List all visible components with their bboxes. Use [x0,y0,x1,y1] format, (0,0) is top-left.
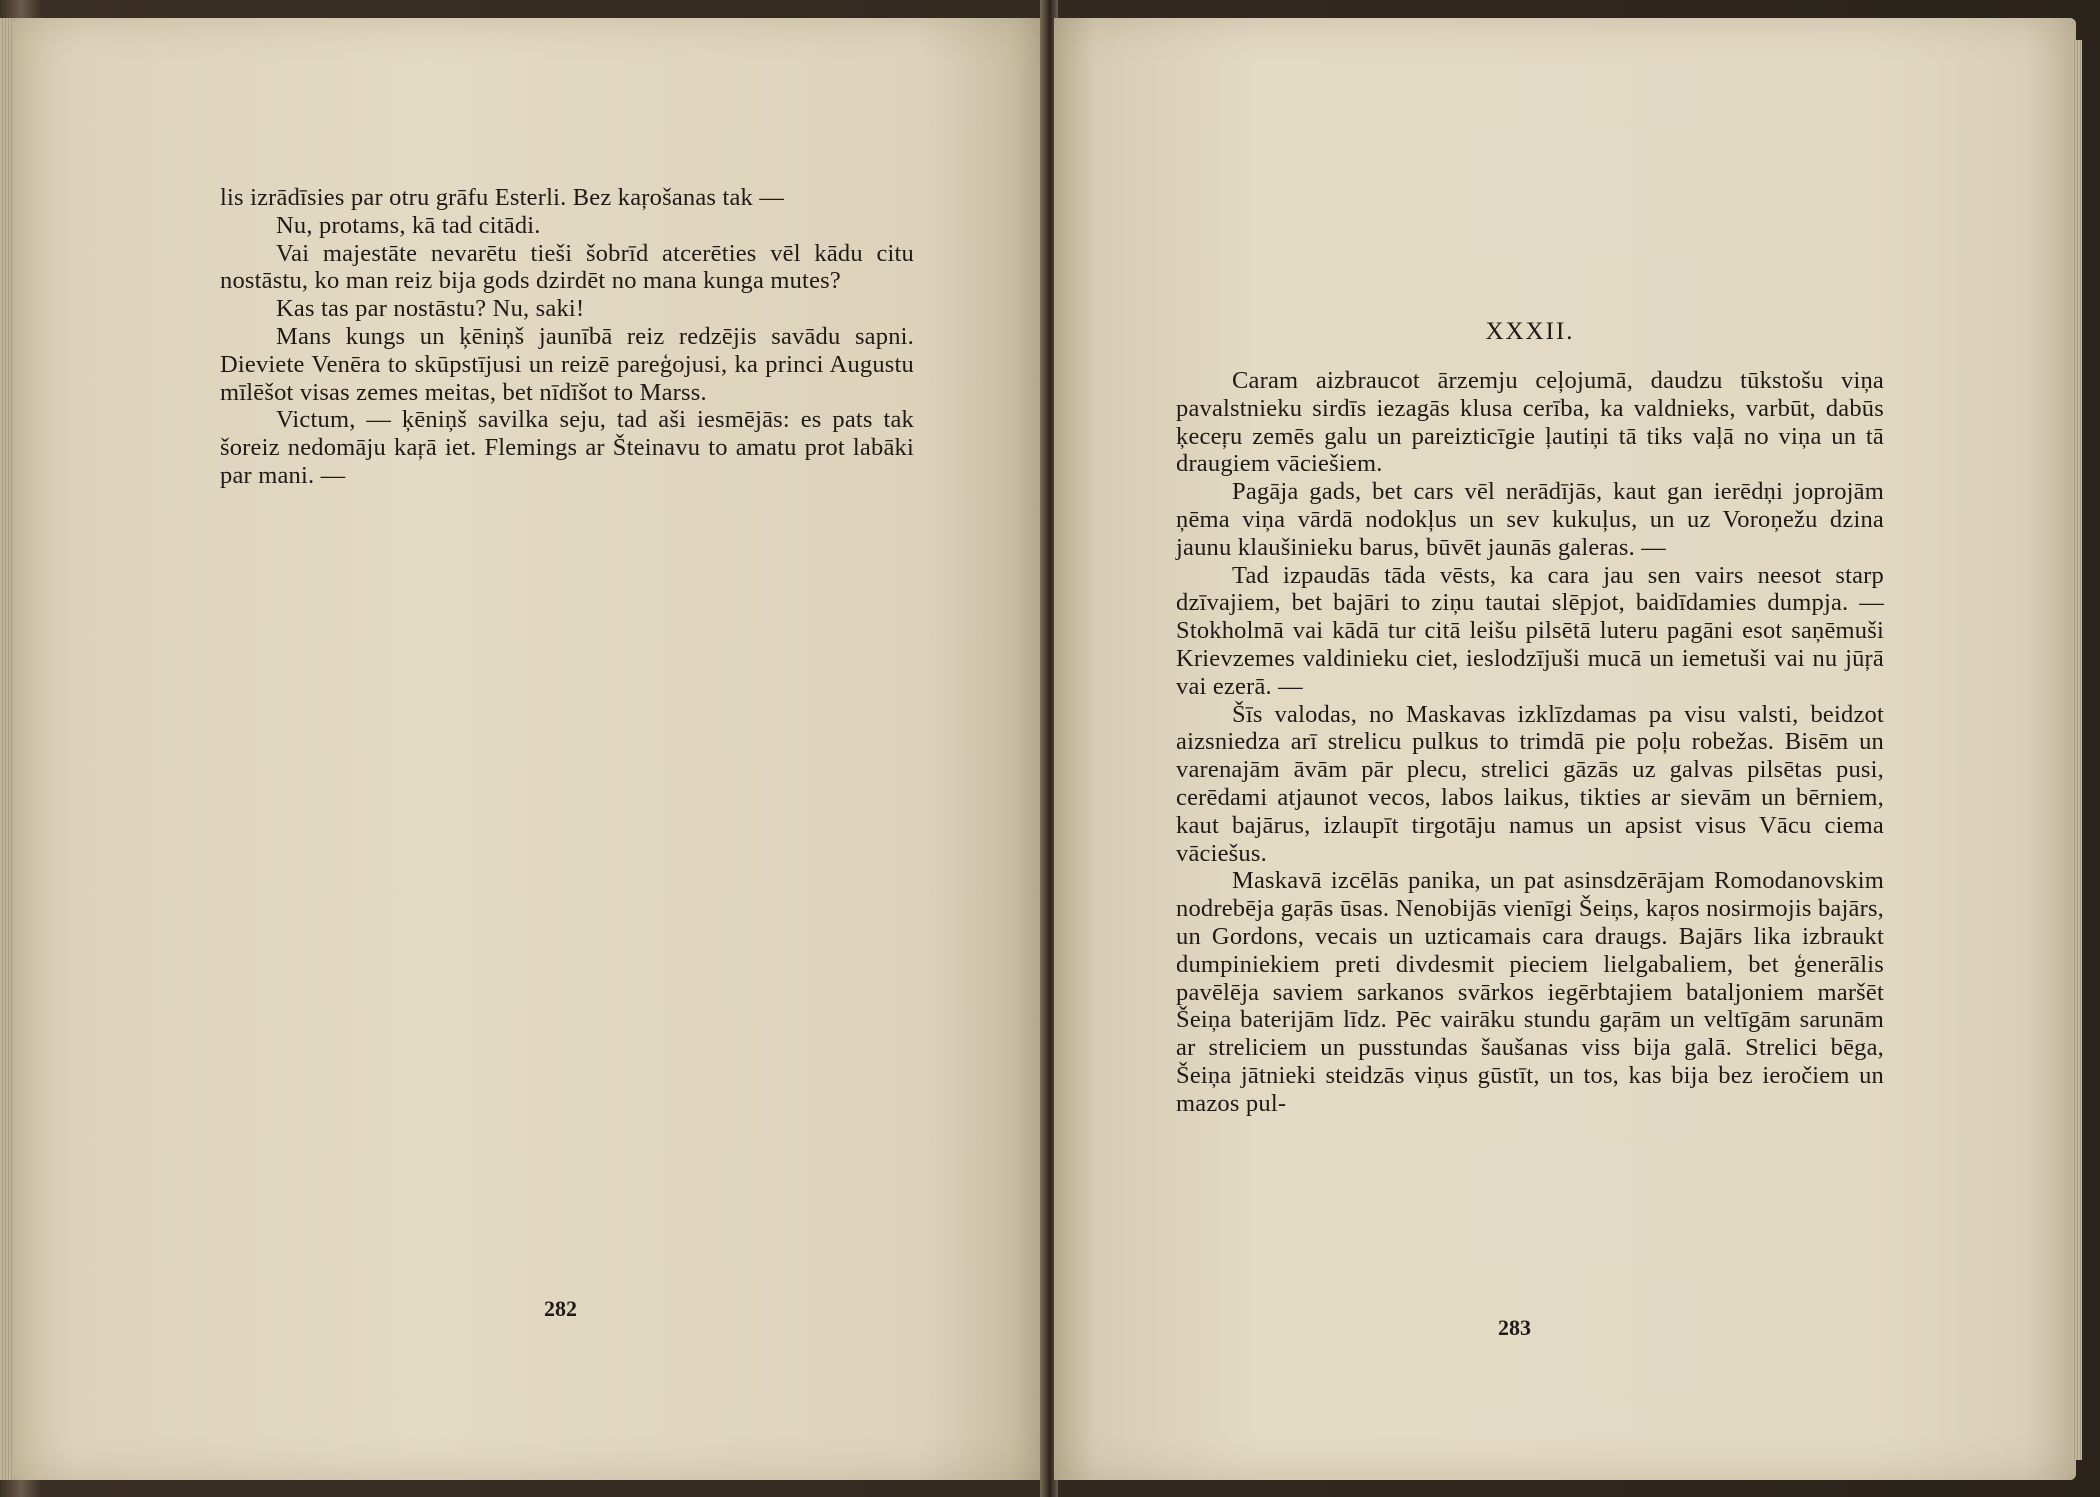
right-paragraph-4: Šīs valodas, no Maskavas izklīzdamas pa visu valsti, beidzot aizsniedza arī strelicu pulkus to trimdā pie poļu robežas. Bisēm un varenajām āvām pār plecu, strelici gāzās uz galvas pilsētas pusi, cerēdami atjaunot vecos, labos laikus, tikties ar sievām un bērniem, kaut bajārus, izlaupīt tirgotāju namus un apsist visus Vācu ciema vāciešus. [1176,700,1884,867]
left-paragraph-3: Vai majestāte nevarētu tieši šobrīd atcerēties vēl kādu citu nostāstu, ko man reiz bija gods dzirdēt no mana kunga mutes? [220,239,914,295]
left-page-text [220,184,914,490]
left-paragraph-5: Mans kungs un ķēniņš jaunībā reiz redzējis savādu sapni. Dieviete Venēra to skūpstījusi un reizē pareģojusi, ka princi Augustu mīlēšot visas zemes meitas, bet nīdīšot to Marss. [220,322,914,406]
right-paragraph-3: Tad izpaudās tāda vēsts, ka cara jau sen vairs neesot starp dzīvajiem, bet bajāri to ziņu tautai slēpjot, baidīdamies dumpja. — Stokholmā vai kādā tur citā leišu pilsētā luteru pagāni esot saņēmuši Krievzemes valdinieku ciet, ieslodzījuši mucā un iemetuši vai nu jūŗā vai ezerā. — [1176,561,1884,700]
chapter-heading: XXXII. [1485,318,1575,345]
left-page-number: 282 [544,1296,577,1321]
left-page [14,18,1044,1480]
right-paragraph-1: Caram aizbraucot ārzemju ceļojumā, daudzu tūkstošu viņa pavalstnieku sirdīs iezagās klusa cerība, ka valdnieks, varbūt, dabūs ķeceŗu zemēs galu un pareizticīgie ļautiņi tā tiks vaļā no viņa un tā draugiem vāciešiem. [1176,367,1884,478]
left-paragraph-1: lis izrādīsies par otru grāfu Esterli. Bez kaŗošanas tak — [220,184,785,211]
right-page-number: 283 [1498,1315,1531,1340]
right-page-text [1176,367,1884,1118]
left-paragraph-4: Kas tas par nostāstu? Nu, saki! [276,295,585,323]
right-paragraph-5: Maskavā izcēlās panika, un pat asinsdzērājam Romodanovskim nodrebēja gaŗās ūsas. Nenobijās vienīgi Šeiņs, kaŗos nosirmojis bajārs, un Gordons, vecais un uzticamais cara draugs. Bajārs lika izbraukt dumpiniekiem preti divdesmit pieciem lielgabaliem, bet ģenerālis pavēlēja saviem sarkanos svārkos iegērbtajiem bataljoniem maršēt Šeiņa baterijām līdz. Pēc vairāku stundu gaŗām un veltīgām sarunām ar streliciem un pusstundas šaušanas viss bija galā. Strelici bēga, Šeiņa jātnieki steidzās viņus gūstīt, un tos, kas bija bez ieročiem un mazos pul- [1176,867,1884,1117]
right-page [1054,18,2076,1480]
left-paragraph-6: Victum, — ķēniņš savilka seju, tad aši iesmējās: es pats tak šoreiz nedomāju kaŗā iet. Flemings ar Šteinavu to amatu prot labāki par mani. — [220,406,914,489]
left-paragraph-2: Nu, protams, kā tad citādi. [276,211,541,239]
right-paragraph-2: Pagāja gads, bet cars vēl nerādījās, kaut gan ierēdņi joprojām ņēma viņa vārdā nodokļus un sev kukuļus, un uz Voroņežu dzina jaunu klaušinieku barus, būvēt jaunās galeras. — [1176,478,1884,561]
page-edges-right [2072,40,2082,1460]
